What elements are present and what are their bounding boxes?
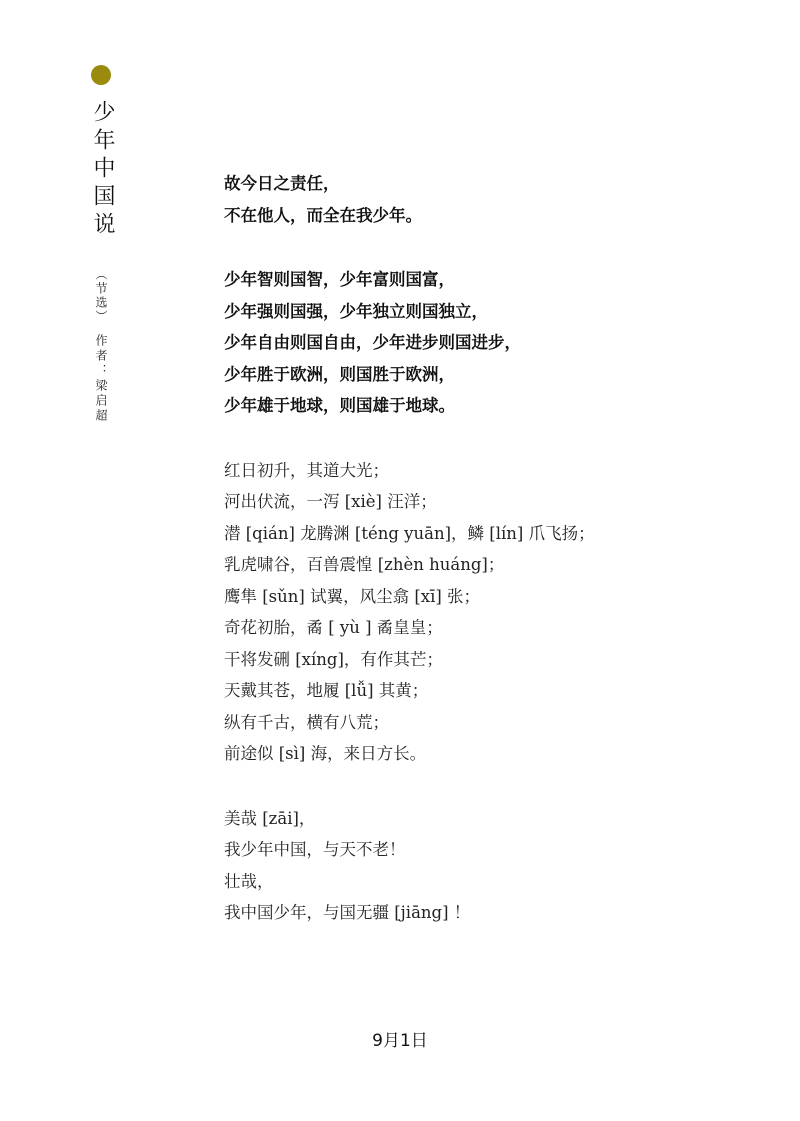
poem-line: 我中国少年，与国无疆 [jiāng] ！ xyxy=(224,903,471,922)
poem-line: 鹰隼 [sǔn] 试翼，风尘翕 [xī] 张； xyxy=(224,586,481,606)
poem-line: 奇花初胎，矞 [ yù ] 矞皇皇； xyxy=(224,618,443,637)
stanza-3 xyxy=(224,455,764,770)
poem-line: 我少年中国，与天不老！ xyxy=(224,840,406,859)
poem-line: 不在他人，而全在我少年。 xyxy=(224,205,422,225)
poem-line: 少年智则国智，少年富则国富， xyxy=(224,270,455,289)
poem-line: 干将发硎 [xíng]，有作其芒； xyxy=(224,649,443,669)
poem-title: 少年中国说 xyxy=(90,100,115,240)
poem-line: 天戴其苍，地履 [lǚ] 其黄； xyxy=(224,681,429,700)
poem-line: 潜 [qián] 龙腾渊 [téng yuān]，鳞 [lín] 爪飞扬； xyxy=(224,523,595,543)
poem-line: 纵有千古，横有八荒； xyxy=(224,712,389,732)
poem-line: 故今日之责任， xyxy=(224,174,340,193)
poem-line: 少年强则国强，少年独立则国独立， xyxy=(224,301,488,321)
poem-line: 美哉 [zāi]， xyxy=(224,808,316,828)
poem-subtitle: （节选） xyxy=(94,268,108,324)
poem-line: 少年雄于地球，则国雄于地球。 xyxy=(224,396,455,415)
poem-line: 红日初升，其道大光； xyxy=(224,460,389,480)
stanza-4 xyxy=(224,803,764,929)
poem-line: 少年胜于欧洲，则国胜于欧洲， xyxy=(224,364,455,384)
poem-line: 乳虎啸谷，百兽震惶 [zhèn huáng]； xyxy=(224,555,505,574)
poem-line: 壮哉， xyxy=(224,871,274,891)
accent-dot xyxy=(91,65,111,85)
poem-body xyxy=(224,168,764,962)
poem-author: 作者：梁启超 xyxy=(94,334,108,424)
date-label: 9月1日 xyxy=(372,1031,428,1051)
poem-line: 河出伏流，一泻 [xiè] 汪洋； xyxy=(224,492,437,511)
poem-line: 前途似 [sì] 海，来日方长。 xyxy=(224,744,427,763)
poem-line: 少年自由则国自由，少年进步则国进步， xyxy=(224,333,521,352)
stanza-1 xyxy=(224,168,764,231)
stanza-2 xyxy=(224,264,764,422)
